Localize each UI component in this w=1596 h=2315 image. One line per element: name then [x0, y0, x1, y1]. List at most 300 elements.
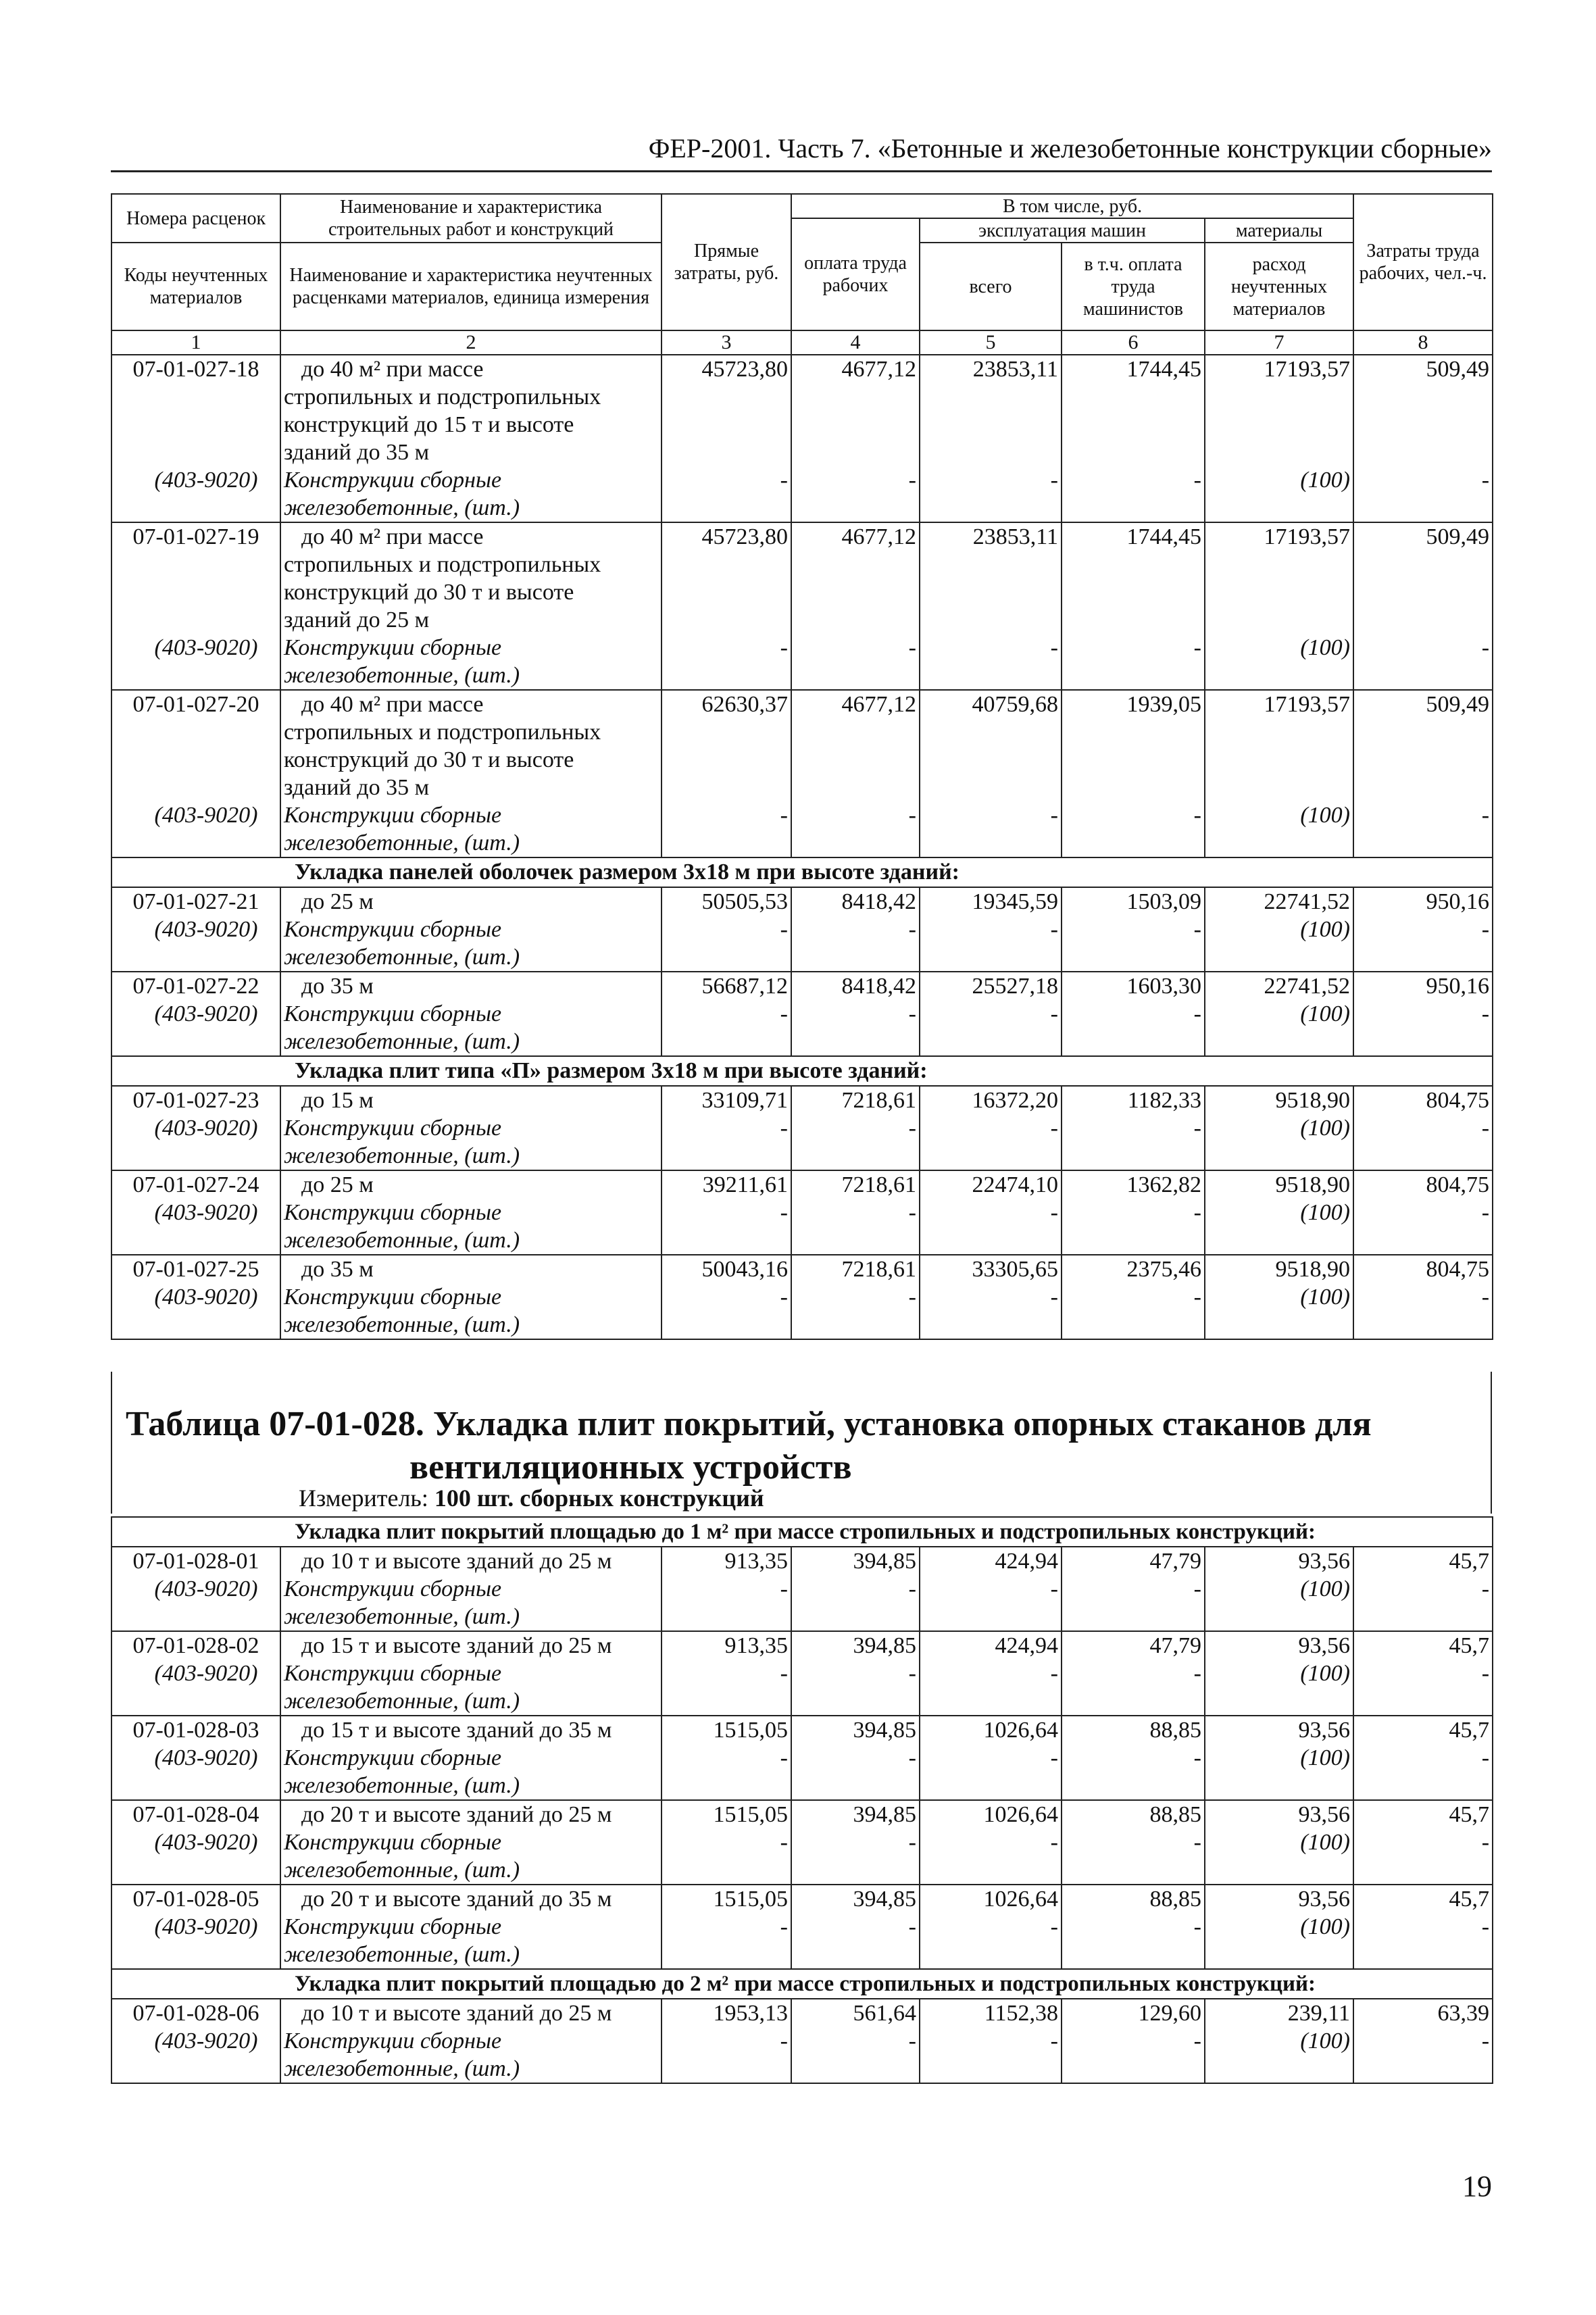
work-name-cell — [280, 1631, 662, 1716]
work-name-line: зданий до 35 м — [284, 440, 430, 465]
rate-code-cell — [111, 690, 280, 857]
labor-pay-cell — [791, 1800, 920, 1885]
spacer — [1062, 718, 1201, 801]
machine-total-value: 33305,65 — [972, 1257, 1058, 1282]
machine-total-cell — [920, 522, 1062, 690]
labor-hours-value: 63,39 — [1437, 2001, 1490, 2026]
materials-cell — [1205, 1547, 1353, 1631]
meter-value: 100 шт. сборных конструкций — [434, 1485, 764, 1512]
spacer — [1062, 551, 1201, 634]
dash: - — [1481, 1200, 1490, 1225]
header-pryamye: Прямые затраты, руб. — [662, 194, 791, 330]
labor-pay-cell — [791, 1716, 920, 1800]
machinist-pay-value: 129,60 — [1138, 2001, 1201, 2026]
direct-cost-cell — [662, 1255, 791, 1339]
material-qty: (100) — [1300, 1830, 1350, 1855]
running-header — [111, 130, 1492, 172]
materials-value: 93,56 — [1298, 1802, 1350, 1827]
machine-total-cell — [920, 1547, 1062, 1631]
direct-cost-cell — [662, 522, 791, 690]
labor-hours-value: 509,49 — [1426, 357, 1490, 382]
direct-cost-value: 56687,12 — [701, 974, 788, 999]
work-name-cell — [280, 1800, 662, 1885]
work-name: до 20 т и высоте зданий до 35 м — [301, 1887, 612, 1912]
section-heading: Укладка панелей оболочек размером 3х18 м при высоте зданий: — [111, 857, 1493, 887]
material-code: (403-9020) — [154, 1914, 258, 1939]
dash: - — [1193, 2028, 1201, 2053]
work-name-cell — [280, 887, 662, 972]
spacer — [1354, 718, 1489, 801]
direct-cost-cell — [662, 1547, 791, 1631]
rate-code-cell — [111, 1716, 280, 1800]
machinist-pay-cell — [1062, 1716, 1205, 1800]
section-row — [111, 1969, 1493, 1999]
labor-pay-value: 4677,12 — [841, 357, 916, 382]
machinist-pay-cell — [1062, 1800, 1205, 1885]
direct-cost-cell — [662, 1086, 791, 1170]
labor-pay-cell — [791, 1255, 920, 1339]
dash: - — [908, 1576, 916, 1601]
labor-hours-cell — [1353, 1885, 1493, 1969]
machine-total-cell — [920, 690, 1062, 857]
material-name-line1: Конструкции сборные — [284, 2028, 502, 2053]
spacer — [662, 551, 788, 634]
work-name-line: зданий до 25 м — [284, 607, 430, 632]
material-code: (403-9020) — [154, 1116, 258, 1141]
work-name: до 20 т и высоте зданий до 25 м — [301, 1802, 612, 1827]
rate-code-cell — [111, 1999, 280, 2083]
dash: - — [780, 1914, 788, 1939]
header-kody: Коды неучтенных материалов — [111, 243, 280, 330]
section-row — [111, 1056, 1493, 1086]
dash: - — [780, 1661, 788, 1686]
machine-total-value: 23853,11 — [972, 357, 1058, 382]
machine-total-cell — [920, 1716, 1062, 1800]
section-row — [111, 857, 1493, 887]
materials-value: 93,56 — [1298, 1718, 1350, 1743]
labor-pay-value: 7218,61 — [841, 1257, 916, 1282]
spacer — [1354, 383, 1489, 466]
direct-cost-cell — [662, 1170, 791, 1255]
labor-pay-value: 394,85 — [853, 1633, 916, 1658]
labor-hours-cell — [1353, 1255, 1493, 1339]
machinist-pay-value: 2375,46 — [1126, 1257, 1201, 1282]
labor-pay-value: 394,85 — [853, 1549, 916, 1574]
machinist-pay-cell — [1062, 887, 1205, 972]
labor-pay-cell — [791, 1170, 920, 1255]
direct-cost-cell — [662, 1999, 791, 2083]
machinist-pay-cell — [1062, 355, 1205, 522]
dash: - — [1050, 1285, 1058, 1310]
dash: - — [780, 803, 788, 828]
dash: - — [1050, 917, 1058, 942]
materials-value: 239,11 — [1287, 2001, 1350, 2026]
machinist-pay-cell — [1062, 1170, 1205, 1255]
work-name: до 25 м — [301, 1172, 374, 1197]
rate-code-cell — [111, 1170, 280, 1255]
materials-cell — [1205, 887, 1353, 972]
rate-code-cell — [111, 887, 280, 972]
spacer — [116, 383, 276, 466]
machine-total-cell — [920, 972, 1062, 1056]
materials-cell — [1205, 690, 1353, 857]
rate-code-cell — [111, 972, 280, 1056]
material-qty: (100) — [1300, 1285, 1351, 1310]
material-qty: (100) — [1300, 1116, 1351, 1141]
rates-table-028 — [111, 1516, 1493, 2084]
labor-pay-value: 8418,42 — [841, 889, 916, 914]
column-numbers-row: 1 2 3 4 5 6 7 8 — [111, 330, 1493, 355]
rate-code: 07-01-027-20 — [132, 692, 259, 717]
machinist-pay-value: 47,79 — [1149, 1633, 1201, 1658]
table2-title — [126, 1403, 1464, 1489]
material-code: (403-9020) — [154, 635, 258, 660]
dash: - — [780, 468, 788, 493]
dash: - — [1050, 1576, 1058, 1601]
section-heading: Укладка плит типа «П» размером 3х18 м при высоте зданий: — [111, 1056, 1493, 1086]
spacer — [792, 718, 916, 801]
dash: - — [1193, 468, 1201, 493]
labor-pay-cell — [791, 1999, 920, 2083]
labor-hours-cell — [1353, 1999, 1493, 2083]
work-name-line: конструкций до 30 т и высоте — [284, 747, 574, 772]
materials-value: 9518,90 — [1275, 1172, 1351, 1197]
direct-cost-value: 913,35 — [724, 1633, 788, 1658]
labor-hours-cell — [1353, 972, 1493, 1056]
machine-total-cell — [920, 1999, 1062, 2083]
rate-code: 07-01-028-05 — [132, 1887, 259, 1912]
dash: - — [1050, 468, 1058, 493]
rate-code: 07-01-027-23 — [132, 1088, 259, 1113]
labor-hours-cell — [1353, 1716, 1493, 1800]
section-heading: Укладка плит покрытий площадью до 1 м² при массе стропильных и подстропильных конструкций: — [111, 1517, 1493, 1547]
dash: - — [780, 635, 788, 660]
rate-code-cell — [111, 1631, 280, 1716]
labor-hours-value: 509,49 — [1426, 692, 1490, 717]
machine-total-value: 1152,38 — [984, 2001, 1058, 2026]
page-number: 19 — [1462, 2170, 1492, 2203]
material-qty: (100) — [1300, 1200, 1351, 1225]
spacer — [662, 718, 788, 801]
labor-hours-value: 45,7 — [1449, 1549, 1490, 1574]
machine-total-value: 1026,64 — [983, 1802, 1058, 1827]
work-name: до 15 т и высоте зданий до 25 м — [301, 1633, 612, 1658]
direct-cost-value: 45723,80 — [701, 357, 788, 382]
work-name-line: зданий до 35 м — [284, 775, 430, 800]
machinist-pay-value: 88,85 — [1149, 1887, 1201, 1912]
header-oplata: оплата труда рабочих — [791, 218, 920, 330]
work-name-line: стропильных и подстропильных — [284, 384, 601, 409]
dash: - — [780, 1200, 788, 1225]
dash: - — [780, 917, 788, 942]
machine-total-value: 25527,18 — [972, 974, 1058, 999]
labor-pay-cell — [791, 690, 920, 857]
direct-cost-value: 1515,05 — [713, 1887, 788, 1912]
direct-cost-value: 1515,05 — [713, 1802, 788, 1827]
machine-total-value: 424,94 — [995, 1633, 1058, 1658]
labor-hours-cell — [1353, 1631, 1493, 1716]
material-qty: (100) — [1300, 468, 1351, 493]
rate-code: 07-01-027-25 — [132, 1257, 259, 1282]
dash: - — [780, 1116, 788, 1141]
materials-value: 93,56 — [1298, 1549, 1350, 1574]
rate-code-cell — [111, 1547, 280, 1631]
machinist-pay-value: 1939,05 — [1126, 692, 1201, 717]
rate-code-cell — [111, 355, 280, 522]
machinist-pay-cell — [1062, 1885, 1205, 1969]
spacer — [1354, 551, 1489, 634]
dash: - — [908, 803, 916, 828]
header-naim: Наименование и характеристика строительных работ и конструкций — [280, 194, 662, 243]
material-name-line1: Конструкции сборные — [284, 1001, 502, 1026]
machinist-pay-value: 47,79 — [1149, 1549, 1201, 1574]
labor-pay-cell — [791, 355, 920, 522]
materials-cell — [1205, 1716, 1353, 1800]
direct-cost-value: 33109,71 — [701, 1088, 788, 1113]
work-name-line: до 40 м² при массе — [301, 524, 484, 549]
material-code: (403-9020) — [154, 1285, 258, 1310]
dash: - — [908, 2028, 916, 2053]
dash: - — [1481, 1001, 1490, 1026]
spacer — [1205, 551, 1350, 634]
rate-code: 07-01-027-21 — [132, 889, 259, 914]
labor-pay-value: 394,85 — [853, 1887, 916, 1912]
table1-body — [111, 194, 1493, 1339]
labor-pay-value: 8418,42 — [841, 974, 916, 999]
work-name-cell — [280, 690, 662, 857]
material-qty: (100) — [1300, 917, 1351, 942]
material-name-line2: железобетонные, (шт.) — [284, 1773, 520, 1798]
work-name-line: до 40 м² при массе — [301, 692, 484, 717]
work-name-cell — [280, 1086, 662, 1170]
material-code: (403-9020) — [154, 1745, 258, 1770]
work-name-line: конструкций до 30 т и высоте — [284, 580, 574, 605]
work-name-cell — [280, 1255, 662, 1339]
frame-left — [111, 1372, 112, 1514]
machine-total-cell — [920, 887, 1062, 972]
dash: - — [1193, 1576, 1201, 1601]
direct-cost-cell — [662, 690, 791, 857]
machine-total-value: 22474,10 — [972, 1172, 1058, 1197]
work-name: до 25 м — [301, 889, 374, 914]
material-name-line1: Конструкции сборные — [284, 1914, 502, 1939]
dash: - — [1193, 1661, 1201, 1686]
spacer — [920, 383, 1058, 466]
dash: - — [1481, 1661, 1490, 1686]
labor-hours-value: 804,75 — [1426, 1172, 1490, 1197]
labor-pay-value: 394,85 — [853, 1802, 916, 1827]
dash: - — [908, 917, 916, 942]
material-name-line2: железобетонные, (шт.) — [284, 1858, 520, 1883]
labor-hours-value: 45,7 — [1449, 1633, 1490, 1658]
material-qty: (100) — [1300, 803, 1351, 828]
material-name-line1: Конструкции сборные — [284, 1830, 502, 1855]
labor-hours-value: 950,16 — [1426, 974, 1490, 999]
material-name-line2: железобетонные, (шт.) — [284, 495, 520, 520]
work-name-cell — [280, 1885, 662, 1969]
materials-value: 22741,52 — [1264, 974, 1351, 999]
machinist-pay-cell — [1062, 1255, 1205, 1339]
work-name-line: стропильных и подстропильных — [284, 552, 601, 577]
labor-hours-cell — [1353, 1086, 1493, 1170]
labor-hours-cell — [1353, 1800, 1493, 1885]
dash: - — [1050, 635, 1058, 660]
material-name-line1: Конструкции сборные — [284, 1116, 502, 1141]
dash: - — [1050, 1830, 1058, 1855]
labor-pay-value: 561,64 — [853, 2001, 916, 2026]
spacer — [920, 551, 1058, 634]
dash: - — [1050, 1200, 1058, 1225]
dash: - — [908, 635, 916, 660]
machinist-pay-value: 88,85 — [1149, 1802, 1201, 1827]
dash: - — [908, 468, 916, 493]
material-name-line2: железобетонные, (шт.) — [284, 1143, 520, 1168]
dash: - — [1481, 468, 1490, 493]
material-code: (403-9020) — [154, 2028, 258, 2053]
work-name-cell — [280, 1170, 662, 1255]
labor-hours-cell — [1353, 355, 1493, 522]
machinist-pay-value: 1744,45 — [1126, 524, 1201, 549]
material-name-line2: железобетонные, (шт.) — [284, 1228, 520, 1253]
materials-cell — [1205, 1999, 1353, 2083]
rate-code: 07-01-028-06 — [132, 2001, 259, 2026]
materials-value: 22741,52 — [1264, 889, 1351, 914]
spacer — [116, 551, 276, 634]
direct-cost-value: 913,35 — [724, 1549, 788, 1574]
material-qty: (100) — [1300, 635, 1351, 660]
dash: - — [1481, 1745, 1490, 1770]
rate-code-cell — [111, 522, 280, 690]
labor-hours-cell — [1353, 887, 1493, 972]
material-code: (403-9020) — [154, 468, 258, 493]
materials-cell — [1205, 1170, 1353, 1255]
spacer — [1205, 718, 1350, 801]
labor-hours-value: 950,16 — [1426, 889, 1490, 914]
work-name-line: до 40 м² при массе — [301, 357, 484, 382]
rate-code: 07-01-028-04 — [132, 1802, 259, 1827]
dash: - — [908, 1200, 916, 1225]
table2-title-line2: вентиляционных устройств — [409, 1448, 852, 1487]
dash: - — [1193, 1830, 1201, 1855]
material-qty: (100) — [1300, 2028, 1350, 2053]
dash: - — [1481, 1116, 1490, 1141]
measurement-unit — [299, 1484, 764, 1512]
labor-pay-cell — [791, 887, 920, 972]
work-name: до 15 т и высоте зданий до 35 м — [301, 1718, 612, 1743]
work-name-cell — [280, 1999, 662, 2083]
material-name-line1: Конструкции сборные — [284, 1576, 502, 1601]
material-name-line1: Конструкции сборные — [284, 635, 502, 660]
labor-hours-value: 45,7 — [1449, 1802, 1490, 1827]
work-name-cell — [280, 1547, 662, 1631]
rate-code-cell — [111, 1086, 280, 1170]
machinist-pay-cell — [1062, 1086, 1205, 1170]
dash: - — [780, 2028, 788, 2053]
dash: - — [908, 1285, 916, 1310]
dash: - — [1050, 1661, 1058, 1686]
material-name-line2: железобетонные, (шт.) — [284, 663, 520, 688]
labor-hours-cell — [1353, 1170, 1493, 1255]
dash: - — [1481, 1914, 1490, 1939]
rate-code: 07-01-027-24 — [132, 1172, 259, 1197]
dash: - — [1050, 1745, 1058, 1770]
spacer — [1205, 383, 1350, 466]
labor-hours-cell — [1353, 690, 1493, 857]
material-name-line1: Конструкции сборные — [284, 1200, 502, 1225]
direct-cost-value: 39211,61 — [702, 1172, 788, 1197]
machinist-pay-cell — [1062, 690, 1205, 857]
materials-cell — [1205, 355, 1353, 522]
machinist-pay-value: 1182,33 — [1127, 1088, 1201, 1113]
machinist-pay-value: 1503,09 — [1126, 889, 1201, 914]
labor-hours-value: 509,49 — [1426, 524, 1490, 549]
header-zatraty: Затраты труда рабочих, чел.-ч. — [1353, 194, 1493, 330]
dash: - — [780, 1576, 788, 1601]
header-rashod: расход неучтенных материалов — [1205, 243, 1353, 330]
material-name-line1: Конструкции сборные — [284, 803, 502, 828]
materials-cell — [1205, 522, 1353, 690]
dash: - — [1481, 803, 1490, 828]
header-materialy: материалы — [1205, 218, 1353, 243]
spacer — [792, 551, 916, 634]
dash: - — [1193, 1914, 1201, 1939]
labor-hours-cell — [1353, 1547, 1493, 1631]
machinist-pay-value: 1744,45 — [1126, 357, 1201, 382]
materials-value: 17193,57 — [1264, 524, 1351, 549]
machine-total-cell — [920, 1086, 1062, 1170]
section-heading: Укладка плит покрытий площадью до 2 м² при массе стропильных и подстропильных конструкций: — [111, 1969, 1493, 1999]
material-name-line1: Конструкции сборные — [284, 468, 502, 493]
material-name-line2: железобетонные, (шт.) — [284, 1312, 520, 1337]
labor-hours-value: 45,7 — [1449, 1887, 1490, 1912]
direct-cost-value: 50043,16 — [701, 1257, 788, 1282]
dash: - — [1193, 635, 1201, 660]
dash: - — [1481, 635, 1490, 660]
material-name-line2: железобетонные, (шт.) — [284, 1029, 520, 1054]
rate-code: 07-01-027-22 — [132, 974, 259, 999]
materials-cell — [1205, 1885, 1353, 1969]
rate-code: 07-01-028-01 — [132, 1549, 259, 1574]
spacer — [920, 718, 1058, 801]
labor-hours-value: 804,75 — [1426, 1257, 1490, 1282]
header-title: ФЕР-2001. Часть 7. «Бетонные и железобетонные конструкции сборные» — [648, 133, 1492, 164]
dash: - — [1481, 1830, 1490, 1855]
spacer — [116, 718, 276, 801]
machine-total-value: 40759,68 — [972, 692, 1058, 717]
material-name-line2: железобетонные, (шт.) — [284, 1689, 520, 1714]
direct-cost-cell — [662, 1885, 791, 1969]
materials-cell — [1205, 972, 1353, 1056]
work-name: до 15 м — [301, 1088, 374, 1113]
direct-cost-value: 45723,80 — [701, 524, 788, 549]
materials-value: 9518,90 — [1275, 1088, 1351, 1113]
machine-total-value: 16372,20 — [972, 1088, 1058, 1113]
material-name-line2: железобетонные, (шт.) — [284, 830, 520, 855]
material-name-line1: Конструкции сборные — [284, 917, 502, 942]
dash: - — [908, 1914, 916, 1939]
work-name-line: стропильных и подстропильных — [284, 720, 601, 745]
labor-hours-value: 804,75 — [1426, 1088, 1490, 1113]
direct-cost-cell — [662, 355, 791, 522]
dash: - — [1050, 803, 1058, 828]
materials-value: 17193,57 — [1264, 692, 1351, 717]
rate-code: 07-01-027-19 — [132, 524, 259, 549]
header-naim2: Наименование и характеристика неучтенных расценками материалов, единица измерения — [280, 243, 662, 330]
materials-cell — [1205, 1255, 1353, 1339]
dash: - — [780, 1830, 788, 1855]
machine-total-cell — [920, 1255, 1062, 1339]
work-name-cell — [280, 522, 662, 690]
